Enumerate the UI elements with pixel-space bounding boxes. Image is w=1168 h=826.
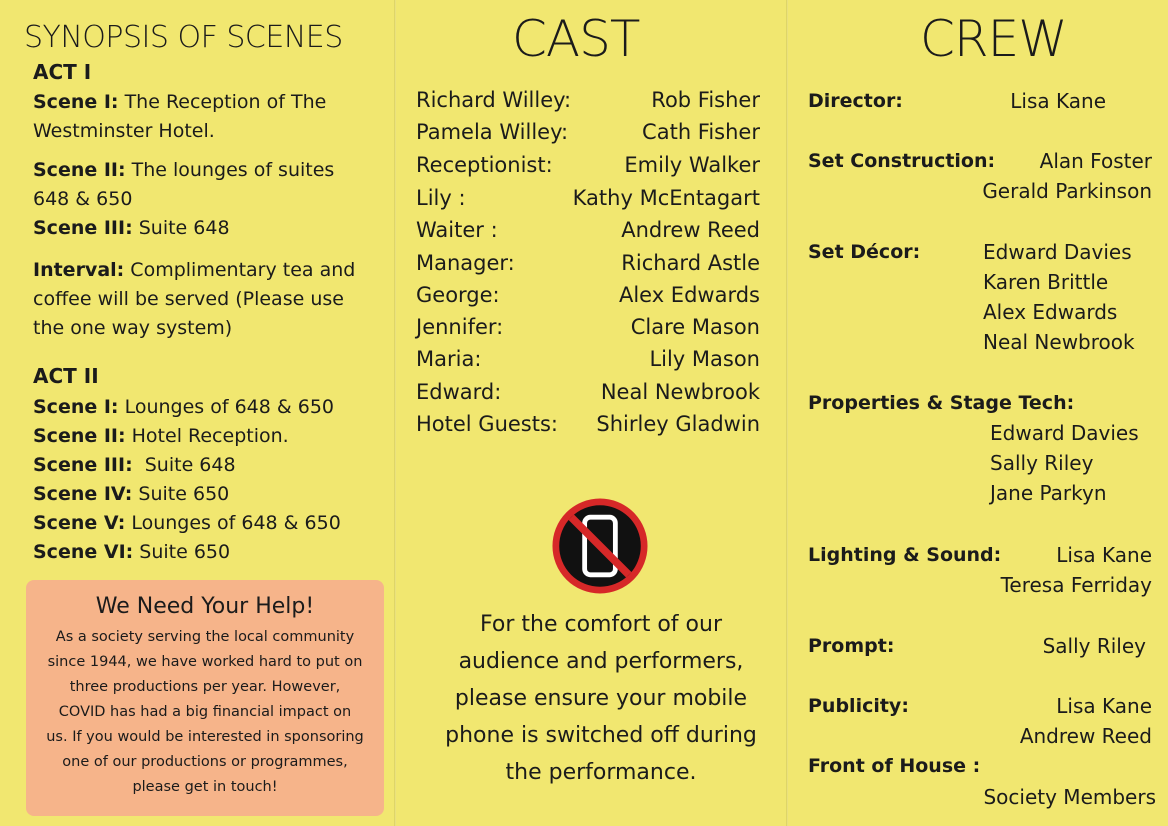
notice-line: audience and performers,	[458, 649, 744, 674]
cast-role: Maria:	[416, 347, 482, 371]
mobile-phone-notice	[416, 606, 786, 791]
scene-label: Scene III:	[33, 454, 133, 476]
notice-line: please ensure your mobile	[454, 686, 748, 711]
cast-role: George:	[416, 283, 500, 307]
cast-actor: Lily Mason	[649, 347, 760, 371]
cast-role: Manager:	[416, 251, 515, 275]
help-title: We Need Your Help!	[95, 594, 315, 619]
cast-role: Receptionist:	[416, 153, 553, 177]
synopsis-panel	[0, 0, 394, 826]
act1-scene-3	[33, 214, 230, 243]
no-mobile-phone-icon	[552, 498, 648, 594]
cast-row	[416, 153, 760, 185]
scene-label: Scene IV:	[33, 483, 133, 505]
scene-label: Scene II:	[33, 425, 126, 447]
cast-actor: Cath Fisher	[642, 120, 760, 144]
cast-role: Hotel Guests:	[416, 412, 558, 436]
cast-row	[416, 120, 760, 152]
notice-line: For the comfort of our	[480, 612, 722, 637]
cast-actor: Alex Edwards	[618, 283, 760, 307]
act2-scene-3	[33, 451, 236, 480]
interval-text: Complimentary tea and	[124, 259, 356, 281]
cast-row	[416, 88, 760, 120]
cast-actor: Andrew Reed	[621, 218, 760, 242]
interval-line	[33, 256, 355, 285]
help-line: us. If you would be interested in sponsoring	[46, 729, 364, 745]
scene-label: Scene II:	[33, 159, 126, 181]
scene-text: Lounges of 648 & 650	[118, 396, 334, 418]
cast-role: Jennifer:	[416, 315, 504, 339]
cast-actor: Clare Mason	[630, 315, 760, 339]
scene-label: Scene VI:	[33, 541, 134, 563]
synopsis-title: SYNOPSIS OF SCENES	[24, 20, 343, 55]
help-line: since 1944, we have worked hard to put on	[47, 654, 363, 670]
cast-actor: Shirley Gladwin	[596, 412, 760, 436]
act2-scene-5	[33, 509, 341, 538]
crew-label-publicity: Publicity:	[808, 695, 909, 717]
interval-cont-1: coffee will be served (Please use	[33, 288, 344, 310]
cast-row	[416, 315, 760, 347]
cast-role: Waiter :	[416, 218, 498, 242]
cast-panel	[396, 0, 786, 826]
crew-name: Sally Riley	[990, 451, 1094, 475]
act1-scene-1-cont: Westminster Hotel.	[33, 120, 215, 142]
cast-row	[416, 412, 760, 444]
cast-actor: Emily Walker	[624, 153, 760, 177]
help-line: COVID has had a big financial impact on	[58, 704, 352, 720]
cast-row	[416, 218, 760, 250]
act1-scene-1	[33, 88, 326, 117]
crew-label-prompt: Prompt:	[808, 635, 895, 657]
help-line: please get in touch!	[132, 779, 278, 795]
cast-actor: Richard Astle	[621, 251, 760, 275]
scene-label: Scene I:	[33, 91, 119, 113]
crew-name: Alex Edwards	[983, 300, 1118, 324]
crew-name: Sally Riley	[1042, 634, 1146, 658]
crew-name: Jane Parkyn	[990, 481, 1107, 505]
crew-label-director: Director:	[808, 90, 903, 112]
cast-row	[416, 251, 760, 283]
scene-text: Lounges of 648 & 650	[125, 512, 341, 534]
act2-scene-1	[33, 393, 334, 422]
cast-role: Edward:	[416, 380, 502, 404]
crew-panel	[788, 0, 1168, 826]
notice-line: the performance.	[505, 760, 697, 785]
crew-name: Gerald Parkinson	[982, 179, 1152, 203]
act2-heading: ACT II	[33, 364, 99, 388]
crew-name: Neal Newbrook	[983, 330, 1135, 354]
notice-line: phone is switched off during	[445, 723, 757, 748]
interval-label: Interval:	[33, 259, 125, 281]
cast-title: CAST	[512, 10, 640, 68]
crew-name: Karen Brittle	[983, 270, 1109, 294]
help-line: one of our productions or programmes,	[62, 754, 348, 770]
scene-text: Suite 648	[132, 454, 236, 476]
help-box	[26, 580, 384, 816]
crew-name: Andrew Reed	[1019, 724, 1152, 748]
act2-scene-4	[33, 480, 229, 509]
crew-name: Edward Davies	[983, 240, 1132, 264]
crew-name: Teresa Ferriday	[1000, 573, 1152, 597]
cast-row	[416, 347, 760, 379]
crew-label-lighting: Lighting & Sound:	[808, 544, 1002, 566]
scene-text: The lounges of suites	[125, 159, 335, 181]
interval-cont-2: the one way system)	[33, 317, 233, 339]
crew-name: Edward Davies	[990, 421, 1139, 445]
crew-label-front-of-house: Front of House :	[808, 755, 981, 777]
scene-label: Scene I:	[33, 396, 119, 418]
crew-name: Alan Foster	[1039, 149, 1152, 173]
act1-heading: ACT I	[33, 60, 92, 84]
scene-text: Suite 648	[132, 217, 230, 239]
crew-title: CREW	[920, 10, 1067, 68]
crew-name: Society Members	[983, 785, 1156, 809]
scene-text: Suite 650	[132, 483, 230, 505]
cast-actor: Kathy McEntagart	[572, 186, 760, 210]
scene-text: Suite 650	[133, 541, 231, 563]
crew-label-set-construction: Set Construction:	[808, 150, 996, 172]
crew-name: Lisa Kane	[1056, 543, 1152, 567]
scene-text: Hotel Reception.	[125, 425, 289, 447]
cast-actor: Rob Fisher	[651, 88, 760, 112]
crew-name: Lisa Kane	[1010, 89, 1106, 113]
help-line: As a society serving the local community	[55, 629, 355, 645]
cast-row	[416, 186, 760, 218]
cast-actor: Neal Newbrook	[600, 380, 760, 404]
crew-label-set-decor: Set Décor:	[808, 241, 921, 263]
cast-role: Pamela Willey:	[416, 120, 569, 144]
crew-label-properties: Properties & Stage Tech:	[808, 392, 1075, 414]
act1-scene-2-cont: 648 & 650	[33, 188, 133, 210]
act2-scene-2	[33, 422, 289, 451]
scene-label: Scene III:	[33, 217, 133, 239]
scene-text: The Reception of The	[118, 91, 327, 113]
cast-row	[416, 283, 760, 315]
help-line: three productions per year. However,	[69, 679, 341, 695]
cast-row	[416, 380, 760, 412]
scene-label: Scene V:	[33, 512, 126, 534]
act2-scene-6	[33, 538, 230, 567]
cast-role: Lily :	[416, 186, 466, 210]
crew-name: Lisa Kane	[1056, 694, 1152, 718]
cast-role: Richard Willey:	[416, 88, 572, 112]
act1-scene-2	[33, 156, 334, 185]
help-body	[36, 625, 374, 800]
